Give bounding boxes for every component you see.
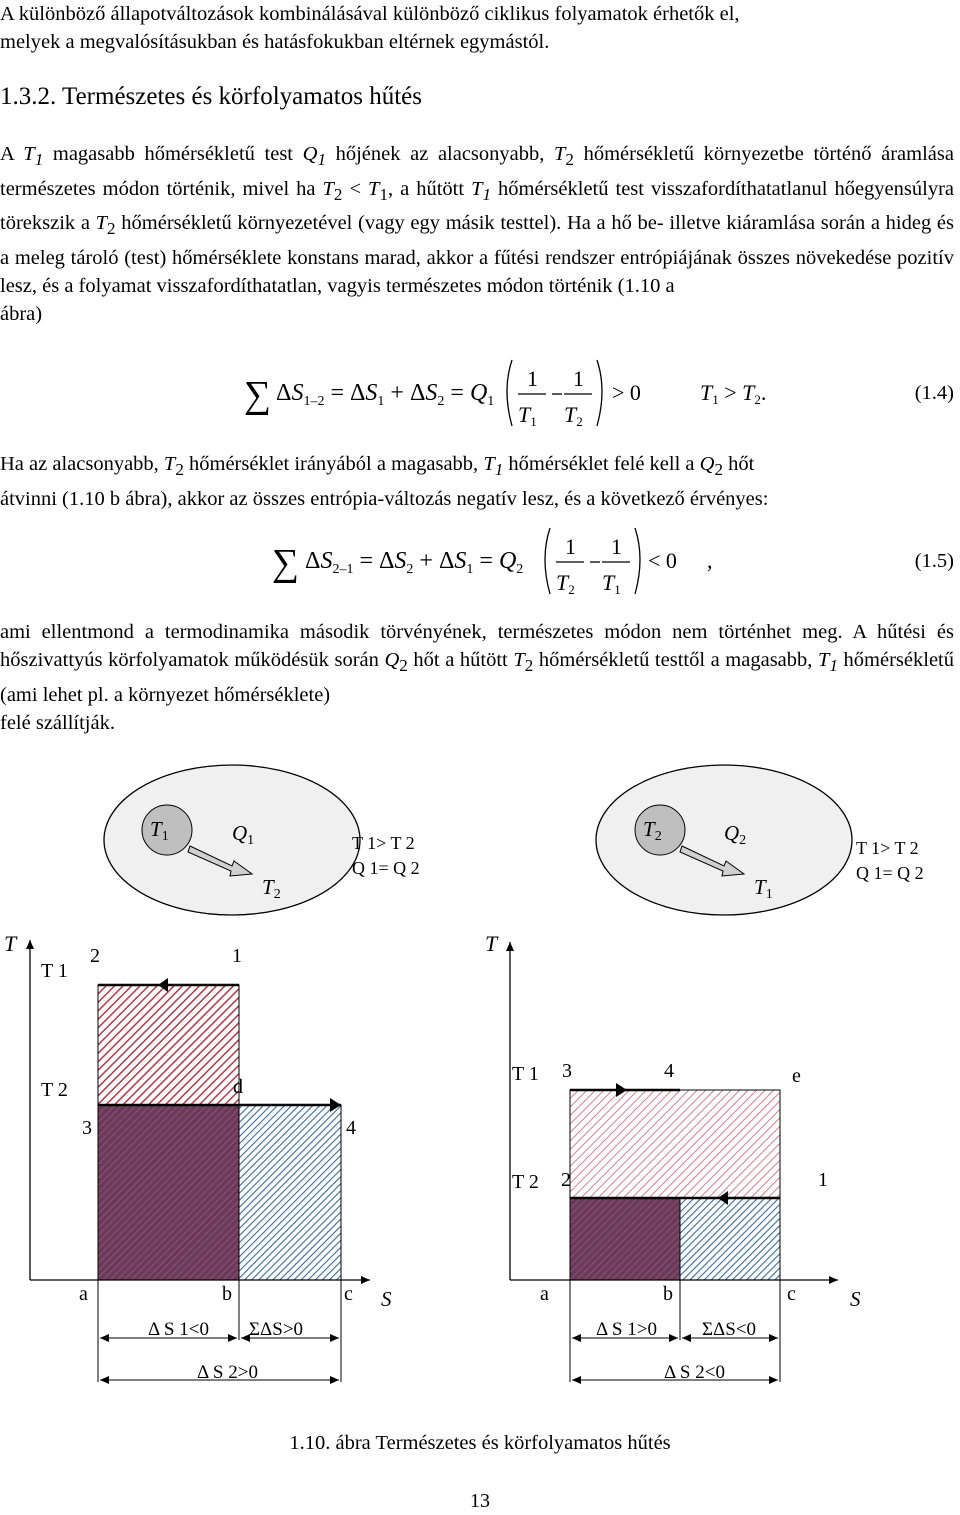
left-label-1: 1	[232, 945, 242, 967]
left-area-upper	[98, 985, 239, 1105]
left-label-a: a	[79, 1283, 88, 1305]
right-label-t2: T 2	[512, 1171, 539, 1193]
eq14-den1: T1	[518, 402, 537, 429]
left-ts-diagram	[30, 940, 370, 1382]
right-bubble	[596, 765, 852, 915]
eq14-paren-left	[507, 360, 512, 426]
eq15-paren-left	[545, 528, 550, 594]
left-dim-3-label: Δ S 2>0	[197, 1362, 258, 1383]
eq14-num2: 1	[573, 366, 584, 391]
right-label-e: e	[792, 1065, 801, 1087]
left-label-d: d	[233, 1076, 243, 1098]
equation-1-4-svg	[0, 352, 960, 442]
left-label-3: 3	[82, 1117, 92, 1139]
eq14-num1: 1	[527, 366, 538, 391]
left-cond-2: Q 1= Q 2	[352, 858, 420, 878]
right-axis-t-label: T	[485, 931, 498, 956]
right-bubble-t1: T1	[754, 875, 773, 902]
left-area-lower-dark	[98, 1105, 239, 1280]
left-label-c: c	[344, 1283, 353, 1305]
eq15-tail: ,	[707, 548, 713, 573]
right-area-lower-dark	[570, 1198, 680, 1280]
left-label-2: 2	[90, 945, 100, 967]
right-label-2: 2	[561, 1169, 571, 1191]
eq15-relation: < 0	[648, 548, 677, 573]
left-dim-1-label: Δ S 1<0	[148, 1319, 209, 1340]
left-label-4: 4	[346, 1117, 356, 1139]
eq14-relation: > 0	[612, 380, 641, 405]
paragraph-3: ami ellentmond a termodinamika második törvényének, természetes módon nem történhet meg. A hűtési és hőszivattyús körfolyamatok működésük során $Q_2$ hőt a hűtött $T_2$ hőmérsékletű testtől a magasabb, $T_1$ hőmérsékletű (ami lehet pl. a környezet hőmérséklete) felé szállítják.	[0, 621, 954, 735]
sum-symbol-2: ∑	[272, 542, 300, 584]
equation-1-5	[0, 520, 960, 610]
eq15-den2: T1	[602, 570, 621, 597]
left-bubble-t2: T2	[262, 875, 281, 902]
sum-symbol: ∑	[244, 374, 272, 416]
paragraph-2: Ha az alacsonyabb, $T_2$ hőmérséklet irányából a magasabb, $T_1$ hőmérséklet felé kell a $Q_2$ hőt átvinni (1.10 b ábra), akkor az összes entrópia-változás negatív lesz, és a következő érvényes:	[0, 453, 769, 510]
left-bubble	[104, 765, 360, 915]
eq14-paren-right	[597, 360, 602, 426]
left-bubble-q1: Q1	[232, 821, 255, 848]
left-label-t2: T 2	[41, 1079, 68, 1101]
right-label-b: b	[663, 1283, 673, 1305]
page-number: 13	[470, 1490, 490, 1512]
left-axis-s-label: S	[381, 1287, 392, 1311]
eq14-term1: $\Delta S_1-2 = \Delta S_1 + \Delta S_2 = Q_1$	[276, 380, 495, 409]
eq15-number: (1.5)	[914, 550, 954, 572]
right-ts-diagram	[510, 942, 838, 1382]
right-bubble-q2: Q2	[724, 821, 747, 848]
right-dim-1-label: Δ S 1>0	[596, 1319, 657, 1340]
intro-text: A különböző állapotváltozások kombinálásával különböző ciklikus folyamatok érhetők el, melyek a megvalósításukban és hatásfokukban eltérnek egymástól.	[0, 3, 740, 54]
right-label-a: a	[540, 1283, 549, 1305]
right-area-lower-blue	[680, 1198, 780, 1280]
left-label-b: b	[222, 1283, 232, 1305]
right-dim-2-label: ΣΔS<0	[702, 1319, 757, 1340]
eq14-den2: T2	[564, 402, 583, 429]
equation-1-4	[0, 352, 960, 442]
eq14-condition: T1 > T2.	[700, 380, 767, 407]
figure-caption: 1.10. ábra Természetes és körfolyamatos hűtés	[289, 1432, 671, 1454]
left-label-t1: T 1	[41, 960, 68, 982]
right-axis-s-label: S	[850, 1287, 861, 1311]
paragraph-1: A $T_1$ magasabb hőmérsékletű test $Q_1$ hőjének az alacsonyabb, $T_2$ hőmérsékletű környezetbe történő áramlása természetes módon történik, mivel ha $T_2 < T_1$, a hűtött $T_1$ hőmérsékletű test visszafordíthatatlanul hőegyensúlyra törekszik a $T_2$ hőmérsékletű környezetével (vagy egy másik testtel). Ha a hő be- illetve kiáramlása során a hideg és a meleg tároló (test) hőmérséklete konstans marad, akkor a fűtési rendszer entrópiájának összes növekedése pozitív lesz, és a folyamat visszafordíthatatlan, vagyis természetes módon történik (1.10 a ábra)	[0, 143, 954, 326]
right-area-upper	[570, 1090, 780, 1198]
left-cond-1: T 1> T 2	[352, 833, 415, 853]
right-label-4: 4	[664, 1060, 674, 1082]
left-area-lower-blue	[239, 1105, 341, 1280]
right-cond-2: Q 1= Q 2	[856, 863, 924, 883]
right-bubble-t2: T2	[643, 817, 662, 844]
right-label-1: 1	[818, 1169, 828, 1191]
right-cond-1: T 1> T 2	[856, 838, 919, 858]
eq14-number: (1.4)	[914, 382, 954, 404]
right-label-3: 3	[562, 1060, 572, 1082]
eq15-term1: $\Delta S_2-1 = \Delta S_2 + \Delta S_1 = Q_2$	[305, 548, 524, 577]
right-dim-3-label: Δ S 2<0	[664, 1362, 725, 1383]
right-label-c: c	[787, 1283, 796, 1305]
left-bubble-t1: T1	[150, 817, 169, 844]
left-dim-2-label: ΣΔS>0	[249, 1319, 304, 1340]
section-heading: 1.3.2. Természetes és körfolyamatos hűtés	[0, 83, 422, 110]
equation-1-5-svg	[0, 520, 960, 610]
eq15-paren-right	[635, 528, 640, 594]
left-axis-t-label: T	[4, 931, 17, 956]
figure-1-10	[0, 760, 960, 1430]
eq15-num2: 1	[611, 534, 622, 559]
right-label-t1: T 1	[512, 1063, 539, 1085]
eq15-num1: 1	[565, 534, 576, 559]
eq15-den1: T2	[556, 570, 575, 597]
